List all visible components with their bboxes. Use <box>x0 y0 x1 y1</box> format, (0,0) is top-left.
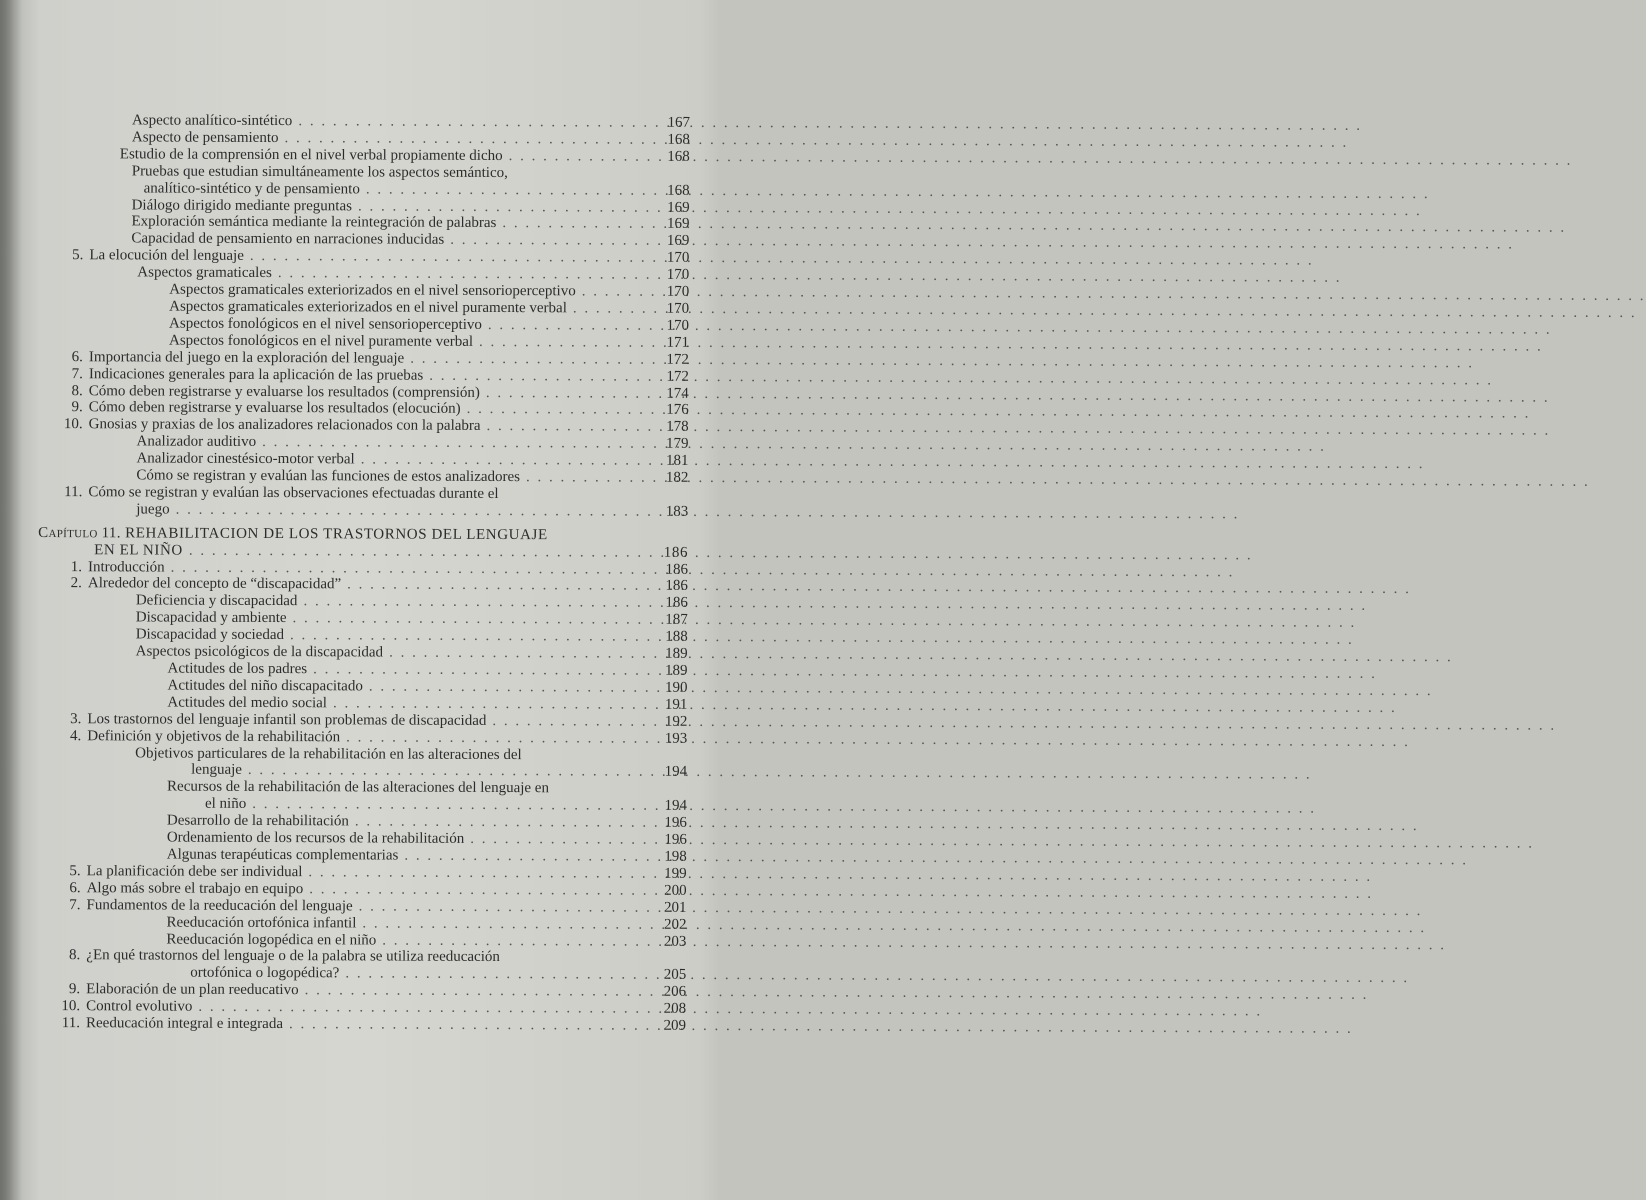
dot-leader <box>252 796 647 815</box>
entry-page: 167 <box>667 114 690 131</box>
entry-page: 190 <box>664 679 688 696</box>
entry-page: 188 <box>665 628 688 646</box>
entry-page: 170 <box>666 266 690 283</box>
toc-entry <box>37 897 687 917</box>
entry-page: 196 <box>664 814 687 831</box>
entry-title: Diálogo dirigido mediante preguntas <box>131 196 353 214</box>
entry-title: Aspecto de pensamiento <box>131 129 279 146</box>
entry-page: 208 <box>663 1000 687 1017</box>
dot-leader <box>298 113 650 131</box>
entry-page: 200 <box>664 882 687 899</box>
entry-number: 7. <box>71 365 83 382</box>
chapter-title-1: REHABILITACION DE LOS TRASTORNOS DEL LENGUAJE <box>125 525 548 543</box>
dot-leader <box>470 831 647 849</box>
entry-title: Actitudes del niño discapacitado <box>167 677 363 695</box>
chapter-title-2: EN EL NIÑO <box>94 541 183 559</box>
entry-number: 8. <box>71 382 83 399</box>
entry-title: Fundamentos de la reeducación del lenguaje <box>86 896 353 915</box>
entry-page: 178 <box>666 419 689 436</box>
entry-title: Los trastornos del lenguaje infantil son problemas de discapacidad <box>87 710 487 729</box>
entry-title: Definición y objetivos de la rehabilitación <box>87 727 341 745</box>
entry-page: 169 <box>666 216 690 233</box>
entry-page: 206 <box>663 983 687 1001</box>
entry-page: 171 <box>666 334 690 351</box>
dot-leader <box>355 814 647 832</box>
entry-page: 199 <box>664 865 687 882</box>
dot-leader <box>303 594 647 612</box>
dot-leader <box>486 384 649 402</box>
entry-title: Analizador cinestésico-motor verbal <box>136 450 355 468</box>
entry-page: 194 <box>664 797 688 815</box>
entry-title: Aspecto analítico-sintético <box>131 112 293 130</box>
entry-title: La elocución del lenguaje <box>89 247 244 265</box>
entry-page: 209 <box>663 1017 687 1034</box>
entry-page: 182 <box>665 469 689 486</box>
dot-leader <box>308 864 646 882</box>
entry-title: Cómo se registran y evalúan las funciones de estos analizadores <box>136 467 521 486</box>
entry-title: Recursos de la rehabilitación de las alteraciones del lenguaje en <box>167 778 550 797</box>
dot-leader <box>347 577 648 595</box>
entry-page: 176 <box>666 402 689 419</box>
entry-page: 186 <box>665 595 688 612</box>
entry-title: Cómo deben registrarse y evaluarse los resultados (elocución) <box>88 399 461 418</box>
entry-title: Elaboración de un plan reeducativo <box>86 981 299 999</box>
entry-title: el niño <box>204 795 247 813</box>
dot-leader <box>526 469 648 486</box>
toc-entry <box>36 1015 686 1035</box>
entry-title: Alrededor del concepto de “discapacidad” <box>87 575 342 593</box>
entry-title: Estudio de la comprensión en el nivel verbal propiamente dicho <box>119 146 503 164</box>
dot-leader <box>293 610 648 628</box>
entry-page: 181 <box>665 452 689 469</box>
entry-page: 168 <box>667 182 690 199</box>
toc-entry <box>37 745 687 765</box>
entry-number: 10. <box>61 998 81 1015</box>
entry-number: 7. <box>69 896 81 913</box>
entry-page: 183 <box>665 503 689 520</box>
entry-title: Actitudes de los padres <box>167 660 308 678</box>
entry-title: Deficiencia y discapacidad <box>135 592 298 610</box>
entry-title: Aspectos psicológicos de la discapacidad <box>135 643 384 661</box>
entry-page: 169 <box>667 199 690 216</box>
entry-title: analítico-sintético y de pensamiento <box>143 180 360 198</box>
dot-leader <box>346 729 647 747</box>
entry-title: Importancia del juego en la exploración del lenguaje <box>88 348 405 367</box>
entry-title: Reeducación logopédica en el niño <box>166 931 377 948</box>
entry-page: 174 <box>666 385 689 402</box>
toc-entry <box>38 501 688 521</box>
entry-number: 1. <box>70 558 83 575</box>
entry-page: 193 <box>664 730 688 747</box>
dot-leader <box>171 559 648 578</box>
entry-title: La planificación debe ser individual <box>86 863 303 881</box>
dot-leader <box>410 350 649 368</box>
entry-page: 205 <box>663 967 687 984</box>
chapter-page: 186 <box>663 544 689 561</box>
entry-title: Actitudes del medio social <box>167 694 328 712</box>
toc-section-elocucion <box>38 247 689 520</box>
dot-leader <box>284 130 649 149</box>
entry-title: Control evolutivo <box>86 998 193 1015</box>
toc-entry <box>36 947 686 967</box>
dot-leader <box>262 434 649 453</box>
entry-page: 186 <box>665 578 688 595</box>
entry-title: Reeducación integral e integrada <box>85 1015 284 1033</box>
dot-leader <box>467 401 649 419</box>
entry-number: 5. <box>69 863 81 880</box>
entry-number: 6. <box>69 879 81 896</box>
toc-section-rehabilitacion <box>36 559 688 1035</box>
entry-number: 10. <box>63 416 83 433</box>
entry-page: 198 <box>664 848 687 865</box>
dot-leader <box>479 334 649 352</box>
dot-leader <box>248 762 647 781</box>
entry-title: lenguaje <box>191 762 242 779</box>
toc-entry <box>39 264 689 284</box>
dot-leader <box>429 367 649 385</box>
dot-leader <box>573 300 649 317</box>
dot-leader <box>309 881 646 899</box>
entry-number: 11. <box>61 1015 81 1032</box>
dot-leader <box>488 317 649 335</box>
entry-number: 9. <box>68 981 81 998</box>
chapter-label: Capítulo 11. <box>38 524 121 542</box>
entry-number: 3. <box>70 710 82 727</box>
entry-page: 168 <box>667 131 690 148</box>
entry-title: Aspectos fonológicos en el nivel puramente verbal <box>168 332 474 350</box>
entry-title: Exploración semántica mediante la reintegración de palabras <box>131 213 497 232</box>
entry-title: Aspectos gramaticales <box>137 264 272 282</box>
entry-page: 172 <box>666 368 689 385</box>
entry-title: Indicaciones generales para la aplicación de las pruebas <box>88 365 424 384</box>
dot-leader <box>359 898 647 916</box>
entry-number: 2. <box>70 575 82 592</box>
entry-title: Algunas terapéuticas complementarias <box>166 846 399 864</box>
toc-section-comprension <box>39 112 690 250</box>
entry-page: 169 <box>666 233 690 250</box>
dot-leader <box>333 695 648 713</box>
dot-leader <box>358 198 650 216</box>
entry-page: 170 <box>666 283 690 300</box>
entry-page: 189 <box>665 645 688 662</box>
entry-title: Desarrollo de la rehabilitación <box>166 812 349 830</box>
entry-title: juego <box>136 501 170 518</box>
entry-page: 186 <box>665 561 689 578</box>
dot-leader <box>389 645 648 663</box>
entry-page: 196 <box>664 831 687 848</box>
entry-title: Pruebas que estudian simultáneamente los aspectos semántico, <box>131 163 508 181</box>
dot-leader <box>313 661 648 679</box>
entry-page: 203 <box>663 933 687 950</box>
dot-leader <box>362 915 646 933</box>
dot-leader <box>509 148 650 166</box>
entry-title: Algo más sobre el trabajo en equipo <box>86 879 304 897</box>
entry-page: 179 <box>666 435 689 453</box>
entry-title: ortofónica o logopédica? <box>190 964 340 982</box>
entry-number: 11. <box>64 484 83 501</box>
entry-page: 170 <box>666 249 690 267</box>
entry-title: Discapacidad y ambiente <box>135 609 287 627</box>
entry-page: 187 <box>665 612 688 629</box>
entry-title: Discapacidad y sociedad <box>135 626 285 644</box>
entry-title: Gnosias y praxias de los analizadores relacionados con la palabra <box>88 416 481 435</box>
dot-leader <box>345 966 646 984</box>
entry-page: 168 <box>667 148 690 165</box>
entry-title: Aspectos gramaticales exteriorizados en el nivel puramente verbal <box>169 298 567 317</box>
entry-title: Aspectos gramaticales exteriorizados en el nivel sensorioperceptivo <box>169 281 576 300</box>
entry-number: 9. <box>71 399 83 416</box>
dot-leader <box>290 627 648 645</box>
entry-page: 202 <box>663 916 687 933</box>
dot-leader <box>250 248 650 267</box>
dot-leader <box>361 452 649 470</box>
table-of-contents <box>36 112 690 1035</box>
toc-entry <box>38 643 688 663</box>
dot-leader <box>487 418 649 436</box>
entry-title: Reeducación ortofónica infantil <box>166 914 357 931</box>
entry-title: Introducción <box>87 558 165 576</box>
entry-page: 172 <box>666 351 689 368</box>
dot-leader <box>582 283 650 300</box>
dot-leader <box>305 982 647 1000</box>
dot-leader <box>189 542 648 561</box>
entry-title: Aspectos fonológicos en el nivel sensorioperceptivo <box>169 315 482 333</box>
entry-page: 189 <box>665 662 688 679</box>
dot-leader <box>382 932 646 950</box>
dot-leader <box>404 848 646 866</box>
entry-page: 194 <box>664 764 688 781</box>
entry-number: 4. <box>69 727 82 744</box>
dot-leader <box>176 501 649 520</box>
entry-title: Ordenamiento de los recursos de la rehabilitación <box>166 829 465 847</box>
dot-leader <box>198 999 646 1018</box>
entry-number: 8. <box>69 947 81 964</box>
entry-page: 201 <box>664 899 687 916</box>
dot-leader <box>366 181 650 199</box>
chapter-heading <box>38 525 688 562</box>
dot-leader <box>289 1016 646 1034</box>
toc-entry <box>40 163 690 183</box>
dot-leader <box>450 232 649 250</box>
dot-leader <box>369 678 648 696</box>
dot-leader <box>492 713 647 731</box>
entry-number: 6. <box>71 348 83 365</box>
entry-page: 191 <box>664 696 688 713</box>
entry-page: 170 <box>666 317 690 334</box>
entry-title: ¿En qué trastornos del lenguaje o de la palabra se utiliza reeducación <box>86 947 500 966</box>
entry-title: Cómo deben registrarse y evaluarse los resultados (comprensión) <box>88 382 480 401</box>
dot-leader <box>278 265 650 284</box>
dot-leader <box>502 215 649 233</box>
entry-page: 192 <box>664 713 688 730</box>
entry-number: 5. <box>72 247 84 264</box>
entry-page: 170 <box>666 300 690 317</box>
entry-title: Analizador auditivo <box>136 433 257 451</box>
entry-title: Cómo se registran y evalúan las observaciones efectuadas durante el <box>88 484 499 502</box>
page-edge-shadow <box>0 0 22 1200</box>
entry-title: Capacidad de pensamiento en narraciones inducidas <box>131 230 445 249</box>
entry-title: Objetivos particulares de la rehabilitación en las alteraciones del <box>135 744 522 763</box>
